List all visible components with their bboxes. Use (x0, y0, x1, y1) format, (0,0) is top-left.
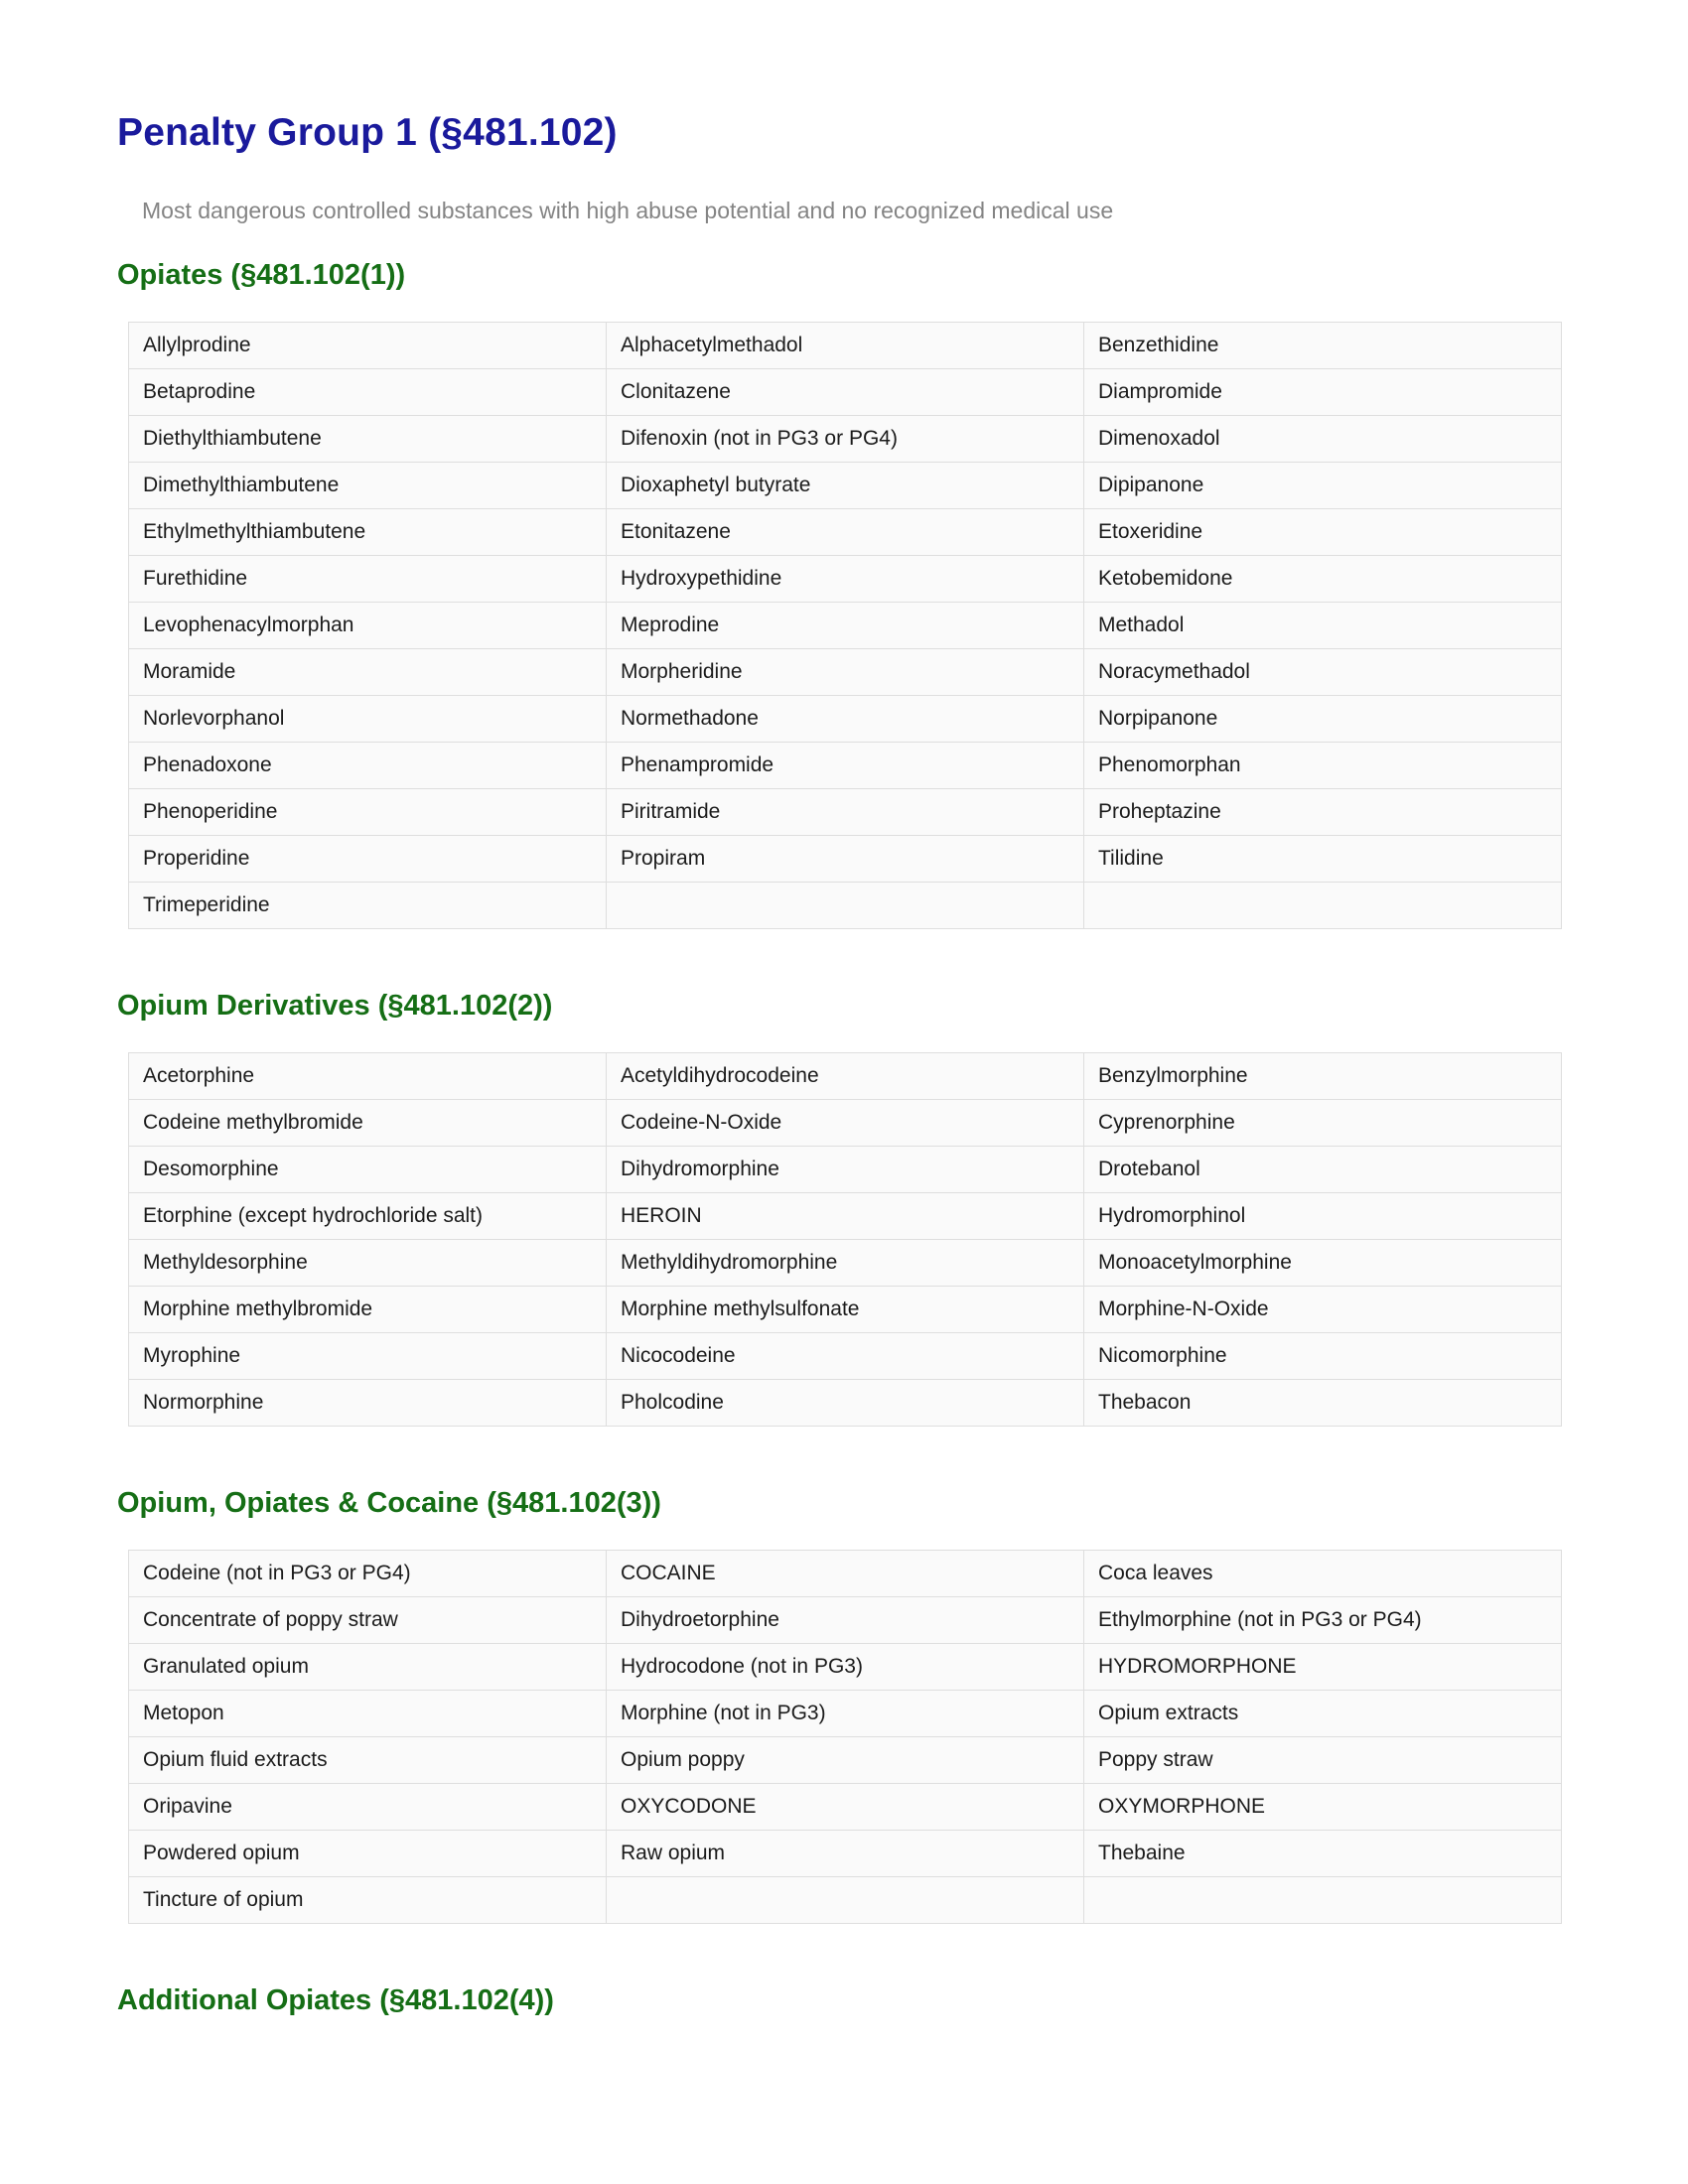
table-cell: Hydroxypethidine (607, 556, 1084, 603)
table-cell: Phenoperidine (129, 789, 607, 836)
table-cell: Difenoxin (not in PG3 or PG4) (607, 416, 1084, 463)
table-cell: Morphine methylbromide (129, 1287, 607, 1333)
section-heading: Opium, Opiates & Cocaine (§481.102(3)) (117, 1487, 661, 1520)
table-row (129, 1737, 1562, 1784)
table-row (129, 1691, 1562, 1737)
table-row (129, 883, 1562, 929)
substance-table (128, 1052, 1562, 1427)
table-cell: Levophenacylmorphan (129, 603, 607, 649)
table-cell: Hydrocodone (not in PG3) (607, 1644, 1084, 1691)
table-cell: Dimethylthiambutene (129, 463, 607, 509)
table-cell: Tilidine (1084, 836, 1562, 883)
table-cell: Codeine (not in PG3 or PG4) (129, 1551, 607, 1597)
table-cell: Moramide (129, 649, 607, 696)
table-row (129, 463, 1562, 509)
table-cell: Nicomorphine (1084, 1333, 1562, 1380)
table-cell: Dimenoxadol (1084, 416, 1562, 463)
substance-table-body (129, 323, 1562, 929)
table-cell (1084, 1877, 1562, 1924)
table-cell: Normorphine (129, 1380, 607, 1427)
table-cell: Concentrate of poppy straw (129, 1597, 607, 1644)
table-cell: Etoxeridine (1084, 509, 1562, 556)
table-row (129, 1193, 1562, 1240)
table-cell: Codeine methylbromide (129, 1100, 607, 1147)
table-row (129, 1597, 1562, 1644)
table-row (129, 509, 1562, 556)
table-cell: Proheptazine (1084, 789, 1562, 836)
table-cell: Piritramide (607, 789, 1084, 836)
table-cell: Tincture of opium (129, 1877, 607, 1924)
table-cell: Powdered opium (129, 1831, 607, 1877)
table-cell (607, 883, 1084, 929)
section-heading: Opiates (§481.102(1)) (117, 259, 406, 292)
table-row (129, 1784, 1562, 1831)
table-cell: Morpheridine (607, 649, 1084, 696)
table-cell: Raw opium (607, 1831, 1084, 1877)
table-cell: Benzylmorphine (1084, 1053, 1562, 1100)
sections-container (117, 260, 1561, 2017)
table-cell: Trimeperidine (129, 883, 607, 929)
table-cell (607, 1877, 1084, 1924)
table-cell: Dipipanone (1084, 463, 1562, 509)
table-cell: Myrophine (129, 1333, 607, 1380)
table-row (129, 743, 1562, 789)
table-row (129, 323, 1562, 369)
table-row (129, 556, 1562, 603)
table-cell: Thebaine (1084, 1831, 1562, 1877)
table-cell: Dihydromorphine (607, 1147, 1084, 1193)
table-cell: Pholcodine (607, 1380, 1084, 1427)
table-cell: Ketobemidone (1084, 556, 1562, 603)
table-row (129, 603, 1562, 649)
table-cell: Codeine-N-Oxide (607, 1100, 1084, 1147)
table-cell: Methadol (1084, 603, 1562, 649)
table-cell: Metopon (129, 1691, 607, 1737)
table-row (129, 1240, 1562, 1287)
table-cell: Noracymethadol (1084, 649, 1562, 696)
table-cell: Phenomorphan (1084, 743, 1562, 789)
table-cell: Methyldihydromorphine (607, 1240, 1084, 1287)
table-cell: Furethidine (129, 556, 607, 603)
table-cell: HYDROMORPHONE (1084, 1644, 1562, 1691)
table-cell: Poppy straw (1084, 1737, 1562, 1784)
table-cell: Clonitazene (607, 369, 1084, 416)
penalty-section (117, 991, 1561, 1427)
table-row (129, 1053, 1562, 1100)
table-cell: Dihydroetorphine (607, 1597, 1084, 1644)
table-cell: Cyprenorphine (1084, 1100, 1562, 1147)
table-row (129, 789, 1562, 836)
table-cell: Ethylmethylthiambutene (129, 509, 607, 556)
table-cell: Norpipanone (1084, 696, 1562, 743)
page-title: Penalty Group 1 (§481.102) (117, 111, 618, 154)
table-cell: Morphine methylsulfonate (607, 1287, 1084, 1333)
substance-table (128, 1550, 1562, 1924)
table-row (129, 416, 1562, 463)
table-row (129, 836, 1562, 883)
table-cell: Norlevorphanol (129, 696, 607, 743)
table-cell: Diethylthiambutene (129, 416, 607, 463)
table-row (129, 1551, 1562, 1597)
table-row (129, 1287, 1562, 1333)
table-cell: Acetyldihydrocodeine (607, 1053, 1084, 1100)
table-cell: Granulated opium (129, 1644, 607, 1691)
table-row (129, 649, 1562, 696)
table-cell: COCAINE (607, 1551, 1084, 1597)
page-subtitle: Most dangerous controlled substances with high abuse potential and no recognized medical use (142, 197, 1114, 223)
table-row (129, 696, 1562, 743)
substance-table-body (129, 1551, 1562, 1924)
table-row (129, 1644, 1562, 1691)
table-row (129, 1380, 1562, 1427)
table-cell: Benzethidine (1084, 323, 1562, 369)
table-cell: OXYCODONE (607, 1784, 1084, 1831)
table-cell: Thebacon (1084, 1380, 1562, 1427)
table-cell: Allylprodine (129, 323, 607, 369)
table-row (129, 1100, 1562, 1147)
penalty-section (117, 1985, 1561, 2017)
table-row (129, 1831, 1562, 1877)
table-cell: HEROIN (607, 1193, 1084, 1240)
table-cell: Properidine (129, 836, 607, 883)
table-cell: Desomorphine (129, 1147, 607, 1193)
table-cell: Meprodine (607, 603, 1084, 649)
table-cell: Normethadone (607, 696, 1084, 743)
table-cell (1084, 883, 1562, 929)
table-cell: Drotebanol (1084, 1147, 1562, 1193)
table-cell: Ethylmorphine (not in PG3 or PG4) (1084, 1597, 1562, 1644)
table-cell: Morphine-N-Oxide (1084, 1287, 1562, 1333)
penalty-section (117, 1488, 1561, 1924)
table-cell: OXYMORPHONE (1084, 1784, 1562, 1831)
table-cell: Alphacetylmethadol (607, 323, 1084, 369)
table-cell: Methyldesorphine (129, 1240, 607, 1287)
table-row (129, 369, 1562, 416)
table-row (129, 1877, 1562, 1924)
table-cell: Betaprodine (129, 369, 607, 416)
table-cell: Phenampromide (607, 743, 1084, 789)
table-cell: Coca leaves (1084, 1551, 1562, 1597)
table-row (129, 1333, 1562, 1380)
table-cell: Oripavine (129, 1784, 607, 1831)
section-heading: Opium Derivatives (§481.102(2)) (117, 990, 553, 1023)
table-cell: Etorphine (except hydrochloride salt) (129, 1193, 607, 1240)
table-cell: Opium poppy (607, 1737, 1084, 1784)
table-cell: Acetorphine (129, 1053, 607, 1100)
substance-table-body (129, 1053, 1562, 1427)
table-row (129, 1147, 1562, 1193)
table-cell: Opium extracts (1084, 1691, 1562, 1737)
table-cell: Phenadoxone (129, 743, 607, 789)
table-cell: Morphine (not in PG3) (607, 1691, 1084, 1737)
section-heading: Additional Opiates (§481.102(4)) (117, 1984, 554, 2017)
table-cell: Monoacetylmorphine (1084, 1240, 1562, 1287)
table-cell: Etonitazene (607, 509, 1084, 556)
table-cell: Propiram (607, 836, 1084, 883)
table-cell: Diampromide (1084, 369, 1562, 416)
table-cell: Nicocodeine (607, 1333, 1084, 1380)
table-cell: Opium fluid extracts (129, 1737, 607, 1784)
table-cell: Dioxaphetyl butyrate (607, 463, 1084, 509)
penalty-section (117, 260, 1561, 929)
table-cell: Hydromorphinol (1084, 1193, 1562, 1240)
substance-table (128, 322, 1562, 929)
